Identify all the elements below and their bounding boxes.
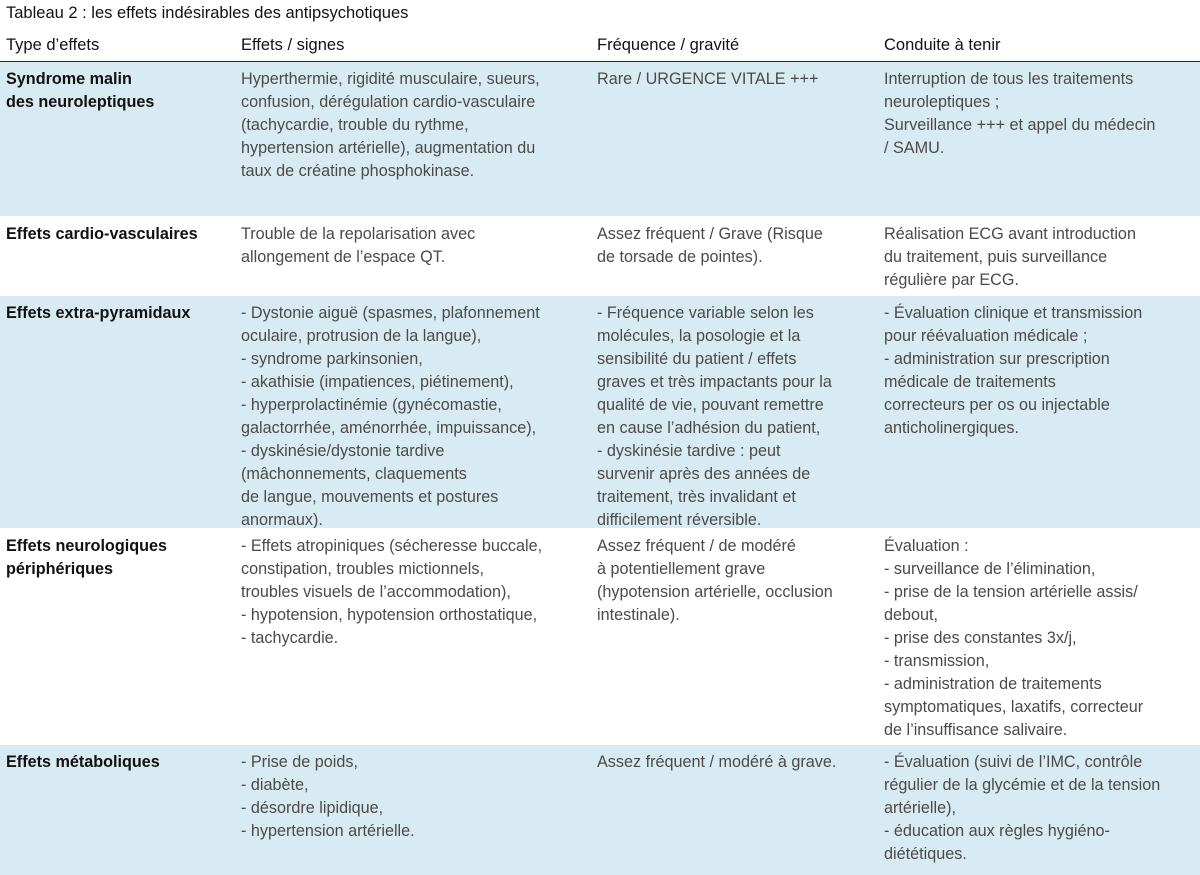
cell-line: / SAMU. [884, 139, 945, 157]
table-row [0, 216, 1200, 295]
cell-line: Réalisation ECG avant introduction [884, 225, 1136, 243]
cell-line: Effets neurologiques [6, 537, 167, 555]
cell-conduite [884, 68, 1198, 160]
cell-line: de l’insuffisance salivaire. [884, 721, 1068, 739]
cell-line: artérielle), [884, 799, 956, 817]
cell-line: à potentiellement grave [597, 560, 766, 578]
cell-line: - dyskinésie tardive : peut [597, 442, 781, 460]
cell-line: - prise des constantes 3x/j, [884, 629, 1077, 647]
table-body [0, 62, 1200, 875]
cell-line: Interruption de tous les traitements [884, 70, 1134, 88]
cell-line: - diabète, [241, 776, 309, 794]
header-frequence: Fréquence / gravité [597, 36, 740, 54]
cell-line: - administration de traitements [884, 675, 1102, 693]
cell-line: correcteurs per os ou injectable [884, 396, 1110, 414]
table-row [0, 528, 1200, 744]
cell-type [6, 68, 236, 114]
cell-conduite [884, 751, 1198, 866]
cell-line: - syndrome parkinsonien, [241, 350, 423, 368]
cell-line: - hypotension, hypotension orthostatique, [241, 606, 538, 624]
cell-line: intestinale). [597, 606, 680, 624]
cell-line: - prise de la tension artérielle assis/ [884, 583, 1138, 601]
cell-line: - administration sur prescription [884, 350, 1110, 368]
cell-line: oculaire, protrusion de la langue), [241, 327, 482, 345]
cell-line: - éducation aux règles hygiéno- [884, 822, 1110, 840]
cell-line: Rare / URGENCE VITALE +++ [597, 70, 819, 88]
cell-line: symptomatiques, laxatifs, correcteur [884, 698, 1144, 716]
table-row [0, 744, 1200, 875]
cell-line: - Évaluation clinique et transmission [884, 304, 1143, 322]
cell-line: - Évaluation (suivi de l’IMC, contrôle [884, 753, 1143, 771]
cell-line: diététiques. [884, 845, 967, 863]
cell-line: survenir après des années de [597, 465, 811, 483]
cell-line: des neuroleptiques [6, 93, 155, 111]
cell-conduite [884, 535, 1198, 742]
cell-line: Assez fréquent / Grave (Risque [597, 225, 823, 243]
cell-line: - transmission, [884, 652, 990, 670]
cell-line: galactorrhée, aménorrhée, impuissance), [241, 419, 537, 437]
cell-effets [241, 68, 591, 183]
cell-line: du traitement, puis surveillance [884, 248, 1108, 266]
cell-line: pour réévaluation médicale ; [884, 327, 1088, 345]
cell-line: graves et très impactants pour la [597, 373, 832, 391]
cell-conduite [884, 302, 1198, 440]
cell-line: régulier de la glycémie et de la tension [884, 776, 1161, 794]
cell-line: médicale de traitements [884, 373, 1056, 391]
cell-line: - Prise de poids, [241, 753, 358, 771]
table-row [0, 295, 1200, 528]
table-header-row [0, 29, 1200, 62]
header-effets: Effets / signes [241, 36, 345, 54]
cell-type [6, 751, 236, 774]
cell-line: - dyskinésie/dystonie tardive [241, 442, 445, 460]
cell-effets [241, 751, 591, 843]
cell-line: sensibilité du patient / effets [597, 350, 797, 368]
cell-line: troubles visuels de l’accommodation), [241, 583, 511, 601]
cell-line: debout, [884, 606, 939, 624]
cell-line: - Fréquence variable selon les [597, 304, 814, 322]
cell-line: neuroleptiques ; [884, 93, 1000, 111]
cell-line: taux de créatine phosphokinase. [241, 162, 475, 180]
cell-line: Surveillance +++ et appel du médecin [884, 116, 1156, 134]
cell-line: - désordre lipidique, [241, 799, 384, 817]
cell-line: - Dystonie aiguë (spasmes, plafonnement [241, 304, 540, 322]
cell-line: difficilement réversible. [597, 511, 762, 529]
cell-frequence [597, 535, 882, 627]
cell-line: Évaluation : [884, 537, 969, 555]
cell-line: confusion, dérégulation cardio-vasculaire [241, 93, 536, 111]
cell-line: (mâchonnements, claquements [241, 465, 467, 483]
cell-frequence [597, 68, 882, 91]
cell-line: - hyperprolactinémie (gynécomastie, [241, 396, 502, 414]
table-row [0, 62, 1200, 216]
cell-type [6, 535, 236, 581]
cell-line: qualité de vie, pouvant remettre [597, 396, 824, 414]
cell-line: anticholinergiques. [884, 419, 1019, 437]
cell-frequence [597, 302, 882, 532]
cell-line: - akathisie (impatiences, piétinement), [241, 373, 514, 391]
cell-effets [241, 535, 591, 650]
cell-frequence [597, 223, 882, 269]
cell-conduite [884, 223, 1198, 292]
cell-line: Effets cardio-vasculaires [6, 225, 198, 243]
cell-line: Syndrome malin [6, 70, 132, 88]
cell-line: Hyperthermie, rigidité musculaire, sueurs, [241, 70, 540, 88]
cell-line: en cause l’adhésion du patient, [597, 419, 821, 437]
cell-line: Effets extra-pyramidaux [6, 304, 191, 322]
cell-line: hypertension artérielle), augmentation du [241, 139, 536, 157]
cell-line: - hypertension artérielle. [241, 822, 415, 840]
cell-line: allongement de l’espace QT. [241, 248, 446, 266]
cell-line: anormaux). [241, 511, 323, 529]
cell-line: - tachycardie. [241, 629, 339, 647]
table-title: Tableau 2 : les effets indésirables des antipsychotiques [6, 4, 409, 22]
cell-line: molécules, la posologie et la [597, 327, 801, 345]
cell-line: - Effets atropiniques (sécheresse buccale, [241, 537, 543, 555]
cell-line: - surveillance de l’élimination, [884, 560, 1096, 578]
cell-frequence [597, 751, 882, 774]
cell-type [6, 223, 236, 246]
cell-line: Effets métaboliques [6, 753, 160, 771]
cell-line: périphériques [6, 560, 114, 578]
header-type: Type d’effets [6, 36, 100, 54]
adverse-effects-table [0, 29, 1200, 875]
cell-line: constipation, troubles mictionnels, [241, 560, 484, 578]
cell-line: de langue, mouvements et postures [241, 488, 499, 506]
cell-line: (tachycardie, trouble du rythme, [241, 116, 469, 134]
cell-line: Assez fréquent / de modéré [597, 537, 796, 555]
cell-line: traitement, très invalidant et [597, 488, 796, 506]
cell-type [6, 302, 236, 325]
cell-line: (hypotension artérielle, occlusion [597, 583, 833, 601]
cell-line: Assez fréquent / modéré à grave. [597, 753, 837, 771]
header-conduite: Conduite à tenir [884, 36, 1001, 54]
cell-effets [241, 223, 591, 269]
cell-line: régulière par ECG. [884, 271, 1019, 289]
cell-line: Trouble de la repolarisation avec [241, 225, 476, 243]
cell-effets [241, 302, 591, 532]
cell-line: de torsade de pointes). [597, 248, 763, 266]
